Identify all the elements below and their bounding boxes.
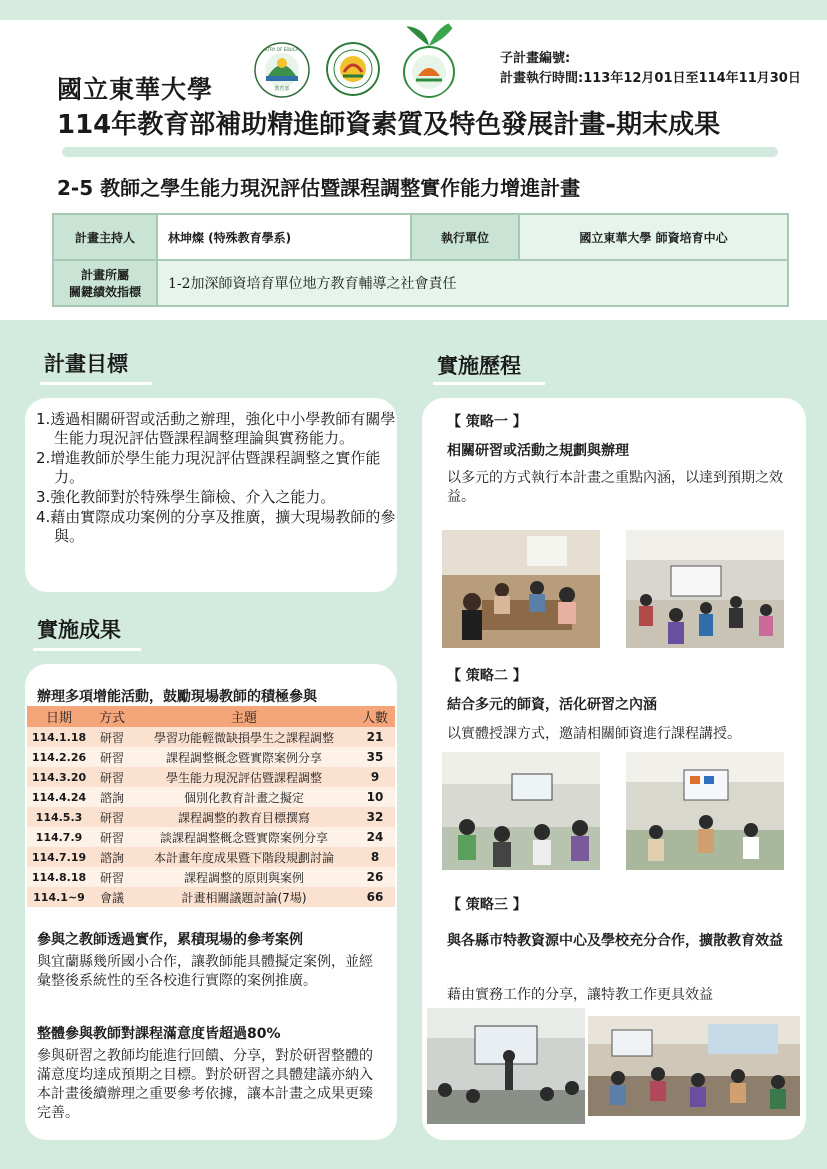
table-row <box>27 747 395 767</box>
teacher-education-center-logo <box>398 14 460 98</box>
table-row <box>27 807 395 827</box>
col-count: 人數 <box>355 706 395 727</box>
plan-info-table <box>52 213 789 307</box>
unit-label: 執行單位 <box>411 214 519 260</box>
result-p2-title: 整體參與教師對課程滿意度皆超過80% <box>37 1026 281 1042</box>
goals-list <box>36 410 398 547</box>
cell-count: 66 <box>355 887 395 907</box>
cell-method: 研習 <box>91 807 133 827</box>
kpi-value: 1-2加深師資培育單位地方教育輔導之社會責任 <box>157 260 788 306</box>
col-date: 日期 <box>27 706 91 727</box>
strategy-1-label: 【 策略一 】 <box>447 414 527 430</box>
strategy-3-body: 藉由實務工作的分享，讓特教工作更具效益 <box>447 987 713 1003</box>
cell-date: 114.2.26 <box>27 747 91 767</box>
cell-count: 10 <box>355 787 395 807</box>
strategy-1-body: 以多元的方式執行本計畫之重點內涵，以達到預期之效益。 <box>447 470 783 505</box>
cell-date: 114.1~9 <box>27 887 91 907</box>
cell-topic: 課程調整的原則與案例 <box>133 867 355 887</box>
workshop-photo-5 <box>427 1008 585 1124</box>
table-row <box>27 887 395 907</box>
svg-text:教育部: 教育部 <box>274 86 290 92</box>
goal-item: 4.藉由實際成功案例的分享及推廣，擴大現場教師的參與。 <box>36 508 396 545</box>
result-p1-body: 與宜蘭縣幾所國小合作，讓教師能具體擬定案例，並經彙整後系統性的至各校進行實際的案例推廣。 <box>37 954 373 989</box>
kpi-label-line-1: 計畫所屬 <box>80 268 129 282</box>
strategy-3-title: 與各縣市特教資源中心及學校充分合作，擴散教育效益 <box>447 933 783 949</box>
strategy-2-body: 以實體授課方式，邀請相關師資進行課程講授。 <box>447 726 741 742</box>
cell-topic: 課程調整概念暨實際案例分享 <box>133 747 355 767</box>
cell-topic: 課程調整的教育目標撰寫 <box>133 807 355 827</box>
execution-period: 計畫執行時間:113年12月01日至114年11月30日 <box>500 71 801 86</box>
workshop-photo-1 <box>442 530 600 648</box>
kpi-label <box>53 260 157 306</box>
strategy-3-label: 【 策略三 】 <box>447 897 527 913</box>
cell-method: 研習 <box>91 747 133 767</box>
cell-date: 114.7.9 <box>27 827 91 847</box>
university-name: 國立東華大學 <box>57 75 214 104</box>
table-row <box>27 867 395 887</box>
col-method: 方式 <box>91 706 133 727</box>
cell-count: 35 <box>355 747 395 767</box>
cell-date: 114.7.19 <box>27 847 91 867</box>
strategy-2-title: 結合多元的師資，活化研習之內涵 <box>447 697 657 713</box>
cell-count: 26 <box>355 867 395 887</box>
cell-method: 諮詢 <box>91 847 133 867</box>
result-p2-body: 參與研習之教師均能進行回饋、分享，對於研習整體的滿意度均達成預期之目標。對於研習之具體建議亦納入本計畫後續辦理之重要參考依據，讓本計畫之成果更臻完善。 <box>37 1048 373 1121</box>
cell-topic: 個別化教育計畫之擬定 <box>133 787 355 807</box>
poster-title: 114年教育部補助精進師資素質及特色發展計畫-期末成果 <box>57 110 721 140</box>
col-topic: 主題 <box>133 706 355 727</box>
cell-date: 114.8.18 <box>27 867 91 887</box>
workshop-photo-4 <box>626 752 784 870</box>
cell-method: 研習 <box>91 867 133 887</box>
cell-count: 8 <box>355 847 395 867</box>
cell-topic: 談課程調整概念暨實際案例分享 <box>133 827 355 847</box>
goals-heading: 計畫目標 <box>44 352 128 376</box>
cell-topic: 學習功能輕微缺損學生之課程調整 <box>133 727 355 747</box>
activity-table <box>27 706 395 907</box>
strategy-1-title: 相關研習或活動之規劃與辦理 <box>447 443 629 459</box>
title-divider <box>62 147 778 157</box>
cell-count: 24 <box>355 827 395 847</box>
goals-heading-underline <box>40 382 152 385</box>
activity-title: 辦理多項增能活動，鼓勵現場教師的積極參與 <box>37 689 317 705</box>
workshop-photo-3 <box>442 752 600 870</box>
cell-method: 諮詢 <box>91 787 133 807</box>
plan-subtitle: 2-5 教師之學生能力現況評估暨課程調整實作能力增進計畫 <box>57 176 581 200</box>
top-band <box>0 0 827 20</box>
cell-count: 32 <box>355 807 395 827</box>
goal-item: 3.強化教師對於特殊學生篩檢、介入之能力。 <box>36 488 336 506</box>
cell-date: 114.3.20 <box>27 767 91 787</box>
results-heading-underline <box>33 648 141 651</box>
unit-value: 國立東華大學 師資培育中心 <box>519 214 788 260</box>
goal-item: 1.透過相關研習或活動之辦理，強化中小學教師有關學生能力現況評估暨課程調整理論與實務能力。 <box>36 410 396 447</box>
ministry-of-education-logo <box>254 42 310 98</box>
result-p1-title: 參與之教師透過實作，累積現場的參考案例 <box>37 932 303 948</box>
kpi-label-line-2: 關鍵績效指標 <box>68 285 141 299</box>
table-row <box>27 827 395 847</box>
results-heading: 實施成果 <box>37 618 121 642</box>
table-row <box>27 767 395 787</box>
cell-count: 21 <box>355 727 395 747</box>
cell-date: 114.1.18 <box>27 727 91 747</box>
subplan-number: 子計畫編號: <box>500 51 571 66</box>
host-label: 計畫主持人 <box>53 214 157 260</box>
strategy-2-label: 【 策略二 】 <box>447 668 527 684</box>
history-heading: 實施歷程 <box>437 354 521 378</box>
cell-date: 114.4.24 <box>27 787 91 807</box>
workshop-photo-2 <box>626 530 784 648</box>
cell-count: 9 <box>355 767 395 787</box>
cell-topic: 本計畫年度成果暨下階段規劃討論 <box>133 847 355 867</box>
table-row <box>27 787 395 807</box>
cell-topic: 計畫相關議題討論(7場) <box>133 887 355 907</box>
goal-item: 2.增進教師於學生能力現況評估暨課程調整之實作能力。 <box>36 449 381 486</box>
cell-method: 研習 <box>91 727 133 747</box>
cell-method: 研習 <box>91 767 133 787</box>
cell-method: 研習 <box>91 827 133 847</box>
table-row <box>27 847 395 867</box>
workshop-photo-6 <box>588 1016 800 1116</box>
table-row <box>27 727 395 747</box>
host-value: 林坤燦 (特殊教育學系) <box>157 214 411 260</box>
history-heading-underline <box>433 382 545 385</box>
cell-method: 會議 <box>91 887 133 907</box>
cell-date: 114.5.3 <box>27 807 91 827</box>
ndhu-logo <box>326 42 380 96</box>
cell-topic: 學生能力現況評估暨課程調整 <box>133 767 355 787</box>
svg-text:MINISTRY OF EDUCATION: MINISTRY OF EDUCATION <box>255 47 309 52</box>
